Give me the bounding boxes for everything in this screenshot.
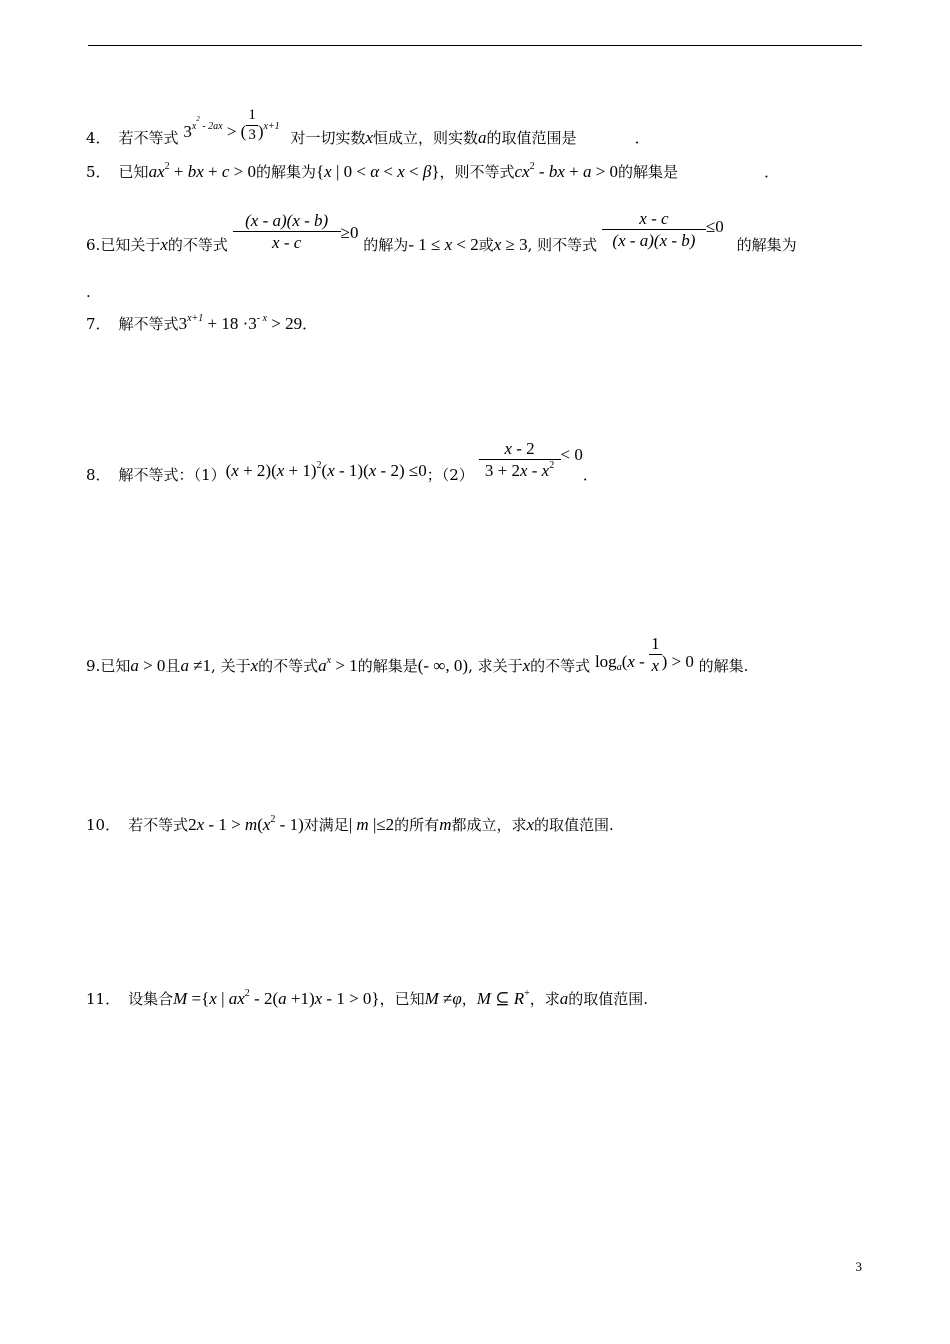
problem-text: , 关于 <box>211 657 251 675</box>
problem-text: 已知 <box>118 163 149 181</box>
variable-x: x <box>522 656 531 675</box>
problem-text: 的解集为 <box>255 163 316 181</box>
problem-text: ，则不等式 <box>439 163 515 181</box>
period: . <box>86 283 91 301</box>
problem-number: 7． <box>86 315 111 333</box>
problem-7 <box>86 315 876 332</box>
problem-number: 11． <box>86 990 121 1008</box>
period: ． <box>634 129 650 147</box>
problem-text: 或 <box>478 236 494 254</box>
variable-x: x <box>365 128 374 147</box>
problem-number: 6. <box>86 236 101 254</box>
interval: (- ∞, 0) <box>417 656 469 675</box>
problem-10 <box>86 816 876 833</box>
formula: $(x + 2)(x + 1)^2(x - 1)(x - 2) \le 0$ <box>225 460 427 480</box>
condition: M ⊆ R+ <box>476 988 530 1008</box>
variable-x: x <box>160 235 168 254</box>
solution-set: {x | 0 < α < x < β} <box>316 162 440 181</box>
problem-text: 的取值范围. <box>568 990 649 1008</box>
variable-a: a <box>559 989 569 1008</box>
problem-6-end <box>86 285 876 300</box>
relation: ≤0 <box>705 217 724 236</box>
relation: ≥0 <box>340 223 359 242</box>
problem-text: 的取值范围. <box>534 816 614 834</box>
inequality: $a^x > 1$ <box>318 655 358 675</box>
problem-text: 对一切实数 <box>290 129 366 147</box>
condition: a ≠1 <box>180 656 212 675</box>
problem-text: 已知 <box>100 657 131 675</box>
period: ． <box>302 315 318 333</box>
variable-a: a <box>478 128 487 147</box>
period: ． <box>764 163 780 181</box>
problem-number: 4． <box>86 129 111 147</box>
problem-text: 的解为 <box>363 236 409 254</box>
problem-11 <box>86 990 876 1007</box>
problem-text: 的取值范围是 <box>486 129 577 147</box>
problem-text: , 求关于 <box>468 657 523 675</box>
formula: $ax^2$ + bx + c > 0 <box>148 161 256 181</box>
problem-text: 的解集. <box>698 657 749 675</box>
problem-text: ，求 <box>529 990 560 1008</box>
page-number: 3 <box>855 1259 862 1274</box>
problem-text: ， <box>461 990 477 1008</box>
variable-m: m <box>439 815 452 834</box>
problem-text: 都成立，求 <box>451 816 527 834</box>
condition: M ≠φ <box>424 989 462 1008</box>
header-rule <box>88 45 862 46</box>
variable-x: x <box>250 656 259 675</box>
problem-number: 10． <box>86 816 121 834</box>
problem-text: 解不等式： <box>118 466 194 484</box>
formula: $3^{x+1} + 18 \cdot 3^{- x} > 29$ <box>178 313 303 333</box>
problem-text: 的解集为 <box>736 236 797 254</box>
problem-text: 若不等式 <box>118 129 179 147</box>
problem-text: 恒成立，则实数 <box>373 129 479 147</box>
problem-9 <box>86 635 876 674</box>
fraction: $\frac{(x - a)(x - b)}{x - c}$ <box>233 212 341 251</box>
formula: $cx^2$ - bx + a > 0 <box>514 161 619 181</box>
problem-text: 设集合 <box>128 990 174 1008</box>
problem-number: 5． <box>86 163 111 181</box>
condition: a > 0 <box>130 656 166 675</box>
solution-part: x ≥ 3 <box>493 235 528 254</box>
separator: ； <box>426 466 442 484</box>
problem-8 <box>86 440 876 483</box>
period: ． <box>582 466 598 484</box>
problem-4 <box>86 108 876 146</box>
problem-number: 8． <box>86 466 111 484</box>
part-label: （2） <box>441 466 474 484</box>
part-label: （1） <box>193 466 226 484</box>
problem-text: 的不等式 <box>530 657 591 675</box>
problem-text: 解不等式 <box>118 315 179 333</box>
problem-text: 的不等式 <box>258 657 319 675</box>
problem-number: 9. <box>86 657 101 675</box>
problem-text: 且 <box>165 657 181 675</box>
fraction: $\frac{x - 2}{3 + 2x - x^2}$ <box>479 440 561 479</box>
variable-x: x <box>526 815 535 834</box>
problem-text: 的所有 <box>394 816 440 834</box>
relation: < 0 <box>560 445 583 464</box>
problem-6 <box>86 210 876 253</box>
solution-part: - 1 ≤ x < 2 <box>408 235 479 254</box>
formula: $3^{x^2 - 2ax}$ > ( $\frac{1}{3}$ )$^{x+1}$ <box>183 107 280 143</box>
problem-text: 已知关于 <box>100 236 161 254</box>
formula: M ={x | $ax^2 - 2(a +1)x - 1 > 0$} <box>173 988 380 1008</box>
problem-text: , 则不等式 <box>527 236 598 254</box>
fraction: $\frac{x - c}{(x - a)(x - b)}$ <box>602 210 706 249</box>
problem-text: 对满足 <box>303 816 349 834</box>
problem-text: 若不等式 <box>128 816 189 834</box>
formula: $2x - 1 > m(x^2 - 1)$ <box>188 814 304 834</box>
problem-text: ，已知 <box>379 990 425 1008</box>
problem-5 <box>86 163 876 180</box>
problem-text: 的不等式 <box>167 236 228 254</box>
problem-text: 的解集是 <box>357 657 418 675</box>
problem-text: 的解集是 <box>618 163 679 181</box>
log-inequality: $\log_a(x$ - $\frac{1}{x}$ ) > 0 <box>594 634 694 675</box>
condition: | m |≤2 <box>348 815 395 834</box>
